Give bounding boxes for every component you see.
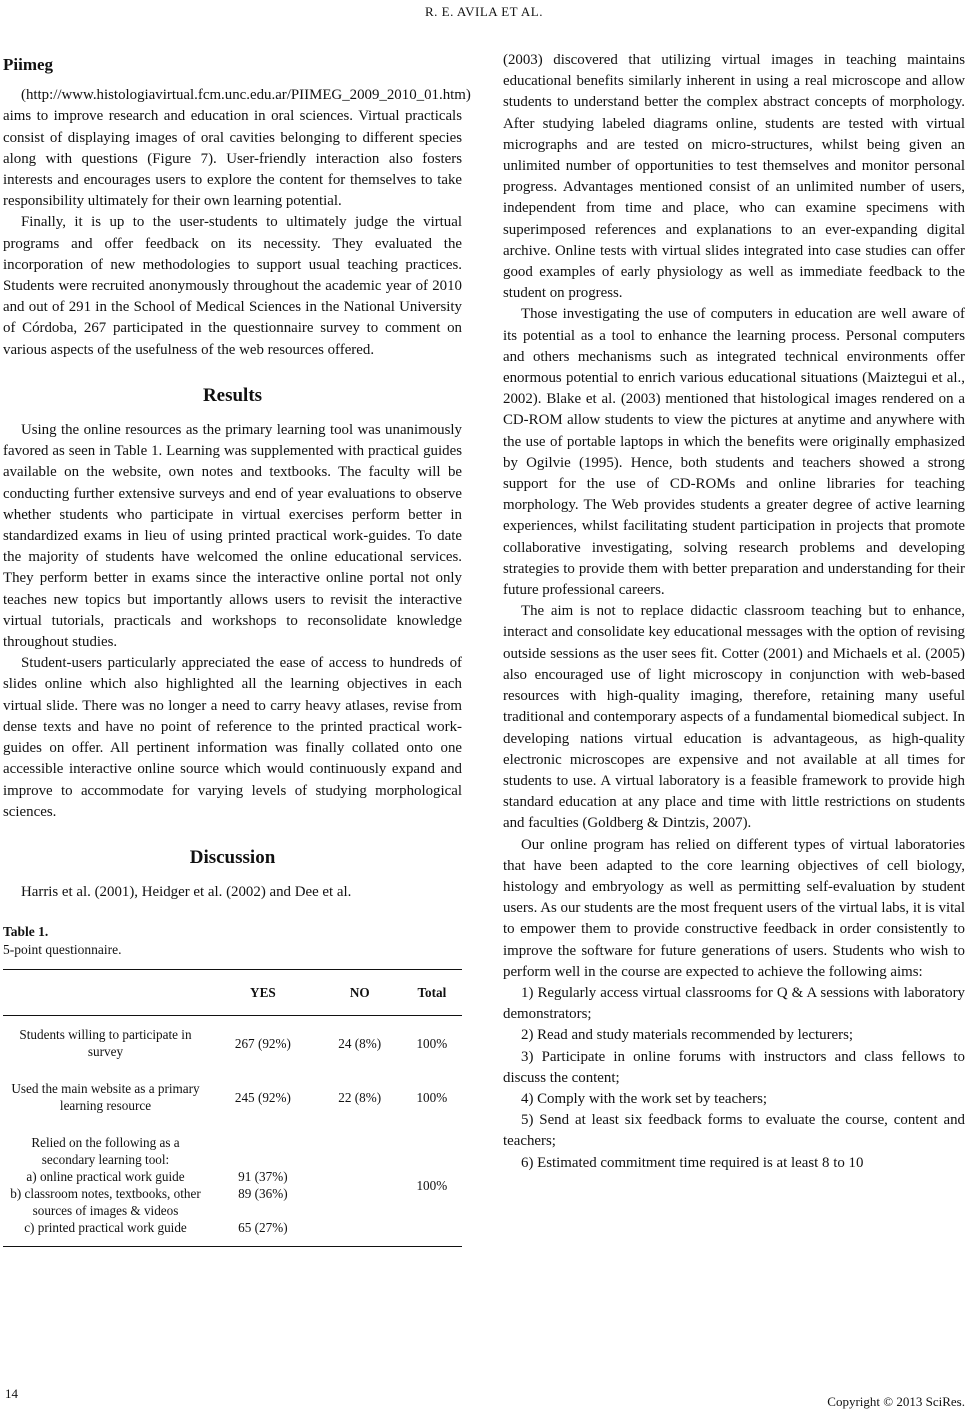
paragraph: Those investigating the use of computers in education are well aware of its potential as a tool to enhance the learning process. Personal computers and others mechanisms such as integrated technical environments offer enormous potential to enrich various educational situations (Maiztegui et al., 2002). Blake et al. (2003) mentioned that histological images rendered on a CD-ROM allow students to view the pictures at anytime and anywhere with the use of portable laptops in which the benefits were originally emphasized by Ogilvie (1995). Hence, both students and teachers showed a strong support for the use of CD-ROMs and online libraries for teaching morphology. The Web provides students a greater degree of active learning experiences, whilst facilitating student participation in projects that promote collaborative investigating, solving research problems and developing strategies to provide them with better preparation and understanding for their future professional careers. bbox=[503, 306, 965, 599]
table-cell-item: 65 (27%) bbox=[238, 1220, 288, 1236]
paragraph: Harris et al. (2001), Heidger et al. (2002) and Dee et al. bbox=[21, 884, 352, 901]
table-row bbox=[3, 1070, 462, 1124]
paragraph: Finally, it is up to the user-students to ultimately judge the virtual programs and offer feedback on its necessity. They evaluated the incorporation of new methodologies to support usual teaching practices. Students were recruited anonymously throughout the academic year of 2010 and out of 291 in the School of Medical Sciences in the National University of Córdoba, 267 participated in the questionnaire survey to comment on various aspects of the usefulness of the web resources offered. bbox=[3, 214, 462, 358]
table-cell-item: c) printed practical work guide bbox=[24, 1220, 187, 1236]
table-caption: 5-point questionnaire. bbox=[3, 942, 122, 958]
paragraph: The aim is not to replace didactic classroom teaching but to enhance, interact and consolidate key educational messages with the option of revising outside sessions as the user sees fit. Cotter (2001) and Michaels et al. (2005) also encouraged use of light microscopy in conjunction with web-based resources with high-quality imaging, therefore, retaining many useful traditional and contemporary aspects of a fundamental biomedical subject. In developing nations virtual education is advantageous, as high-quality electronic microscopes are expensive and not available at all times for students to use. A virtual laboratory is a feasible framework to provide high standard education at any place and time with little restrictions on students and faculties (Goldberg & Dintzis, 2007). bbox=[503, 603, 965, 832]
aim-item: 2) Read and study materials recommended by lecturers; bbox=[521, 1027, 854, 1044]
table-cell-item: 89 (36%) bbox=[238, 1186, 288, 1202]
table-label: Table 1. bbox=[3, 924, 49, 940]
table-cell: Used the main website as a primary learning resource bbox=[11, 1081, 200, 1114]
table-header-cell: Total bbox=[402, 970, 462, 1016]
table-cell: 24 (8%) bbox=[338, 1035, 382, 1051]
table-cell: 22 (8%) bbox=[338, 1089, 382, 1105]
piimeg-heading: Piimeg bbox=[3, 55, 54, 74]
aim-item: 5) Send at least six feedback forms to evaluate the course, content and teachers; bbox=[503, 1112, 965, 1150]
table-cell-intro: Relied on the following as a secondary learning tool: bbox=[31, 1135, 180, 1168]
table-cell bbox=[318, 1124, 402, 1247]
table-cell: 100% bbox=[416, 1089, 448, 1105]
table-cell bbox=[208, 1124, 318, 1247]
paragraph: Student-users particularly appreciated the ease of access to hundreds of slides online which also highlighted all the learning objectives in each virtual slide. There was no longer a need to carry heavy atlases, revise from dense texts and have no point of reference to the printed practical work-guides on offer. All pertinent information was finally collated onto one accessible interactive online source which would continuously expand and improve to accommodate for varying levels of studying morphological sciences. bbox=[3, 655, 462, 820]
table-header-cell bbox=[3, 970, 208, 1016]
paragraph: Using the online resources as the primary learning tool was unanimously favored as seen in Table 1. Learning was supplemented with practical guides available on the website, own notes and textbooks. The faculty will be conducting further extensive surveys and end of year evaluations to observe whether students who participate in virtual exercises perform better in standardized exams in lieu of using printed practical work-guides. To date the majority of students have welcomed the online educational services. They perform better in exams since the interactive online portal not only teaches new topics but importantly allows users to revisit the interactive virtual tutorials, practicals and workshops to reconsolidate knowledge throughout studies. bbox=[3, 422, 462, 651]
table-header-row bbox=[3, 970, 462, 1016]
paragraph: (2003) discovered that utilizing virtual images in teaching maintains educational benefits similarly inherent in using a real microscope and allow students to understand better the complex abstract concepts of morphology. After studying labeled diagrams online, students are tested with virtual micrographs and are tested on micro-structures, whilst being given an unlimited number of opportunities to test themselves and monitor personal progress. Advantages mentioned consist of an unlimited number of users, independent from time and place, who can examine specimens with superimposed references and explanations to an ever-expanding digital archive. Online tests with virtual slides integrated into case studies can offer good examples of early physiology as well as immediate feedback to the student on progress. bbox=[503, 52, 965, 302]
table-row bbox=[3, 1016, 462, 1071]
table-cell: 245 (92%) bbox=[234, 1089, 291, 1105]
right-column bbox=[503, 50, 965, 1174]
questionnaire-table bbox=[3, 969, 462, 1247]
results-heading: Results bbox=[202, 384, 263, 406]
aim-item: 3) Participate in online forums with instructors and class fellows to discuss the content; bbox=[503, 1048, 965, 1086]
paragraph: Our online program has relied on different types of virtual laboratories that have been adapted to the core learning objectives of cell biology, histology and embryology as well as permitting self-evaluation by student users. As our students are the most frequent users of the virtual labs, it is vital to empower them to provide constructive feedback in order consistently to improve the software for future generations of users. Students who wish to perform well in the course are expected to achieve the following aims: bbox=[503, 836, 965, 980]
table-header-cell: YES bbox=[208, 970, 318, 1016]
running-head: R. E. AVILA ET AL. bbox=[425, 4, 543, 19]
table-cell: 267 (92%) bbox=[234, 1035, 291, 1051]
table-cell bbox=[3, 1124, 208, 1247]
left-column bbox=[3, 50, 471, 1247]
table-cell-item: b) classroom notes, textbooks, other sources of images & videos bbox=[10, 1186, 201, 1219]
table-cell: Students willing to participate in survey bbox=[19, 1027, 192, 1060]
table-cell-item: 91 (37%) bbox=[238, 1169, 288, 1185]
aim-item: 1) Regularly access virtual classrooms for Q & A sessions with laboratory demonstrators; bbox=[503, 984, 965, 1023]
paragraph: (http://www.histologiavirtual.fcm.unc.edu.ar/PIIMEG_2009_2010_01.htm) aims to improve research and education in oral sciences. Virtual practicals consist of displaying images of oral cavities belonging to different species along with questions (Figure 7). User-friendly interaction also fosters interests and encourages users to explore the content for themselves to take responsibility ultimately for their own learning potential. bbox=[3, 87, 471, 210]
aim-item: 4) Comply with the work set by teachers; bbox=[521, 1090, 768, 1107]
page-number: 14 bbox=[5, 1386, 18, 1401]
aim-item: 6) Estimated commitment time required is at least 8 to 10 bbox=[521, 1154, 864, 1171]
table-cell-item: a) online practical work guide bbox=[26, 1169, 185, 1185]
table-header-cell: NO bbox=[318, 970, 402, 1016]
table-cell: 100% bbox=[416, 1035, 448, 1051]
table-cell: 100% bbox=[402, 1124, 462, 1247]
discussion-heading: Discussion bbox=[189, 846, 276, 868]
copyright: Copyright © 2013 SciRes. bbox=[827, 1394, 965, 1409]
table-row bbox=[3, 1124, 462, 1247]
